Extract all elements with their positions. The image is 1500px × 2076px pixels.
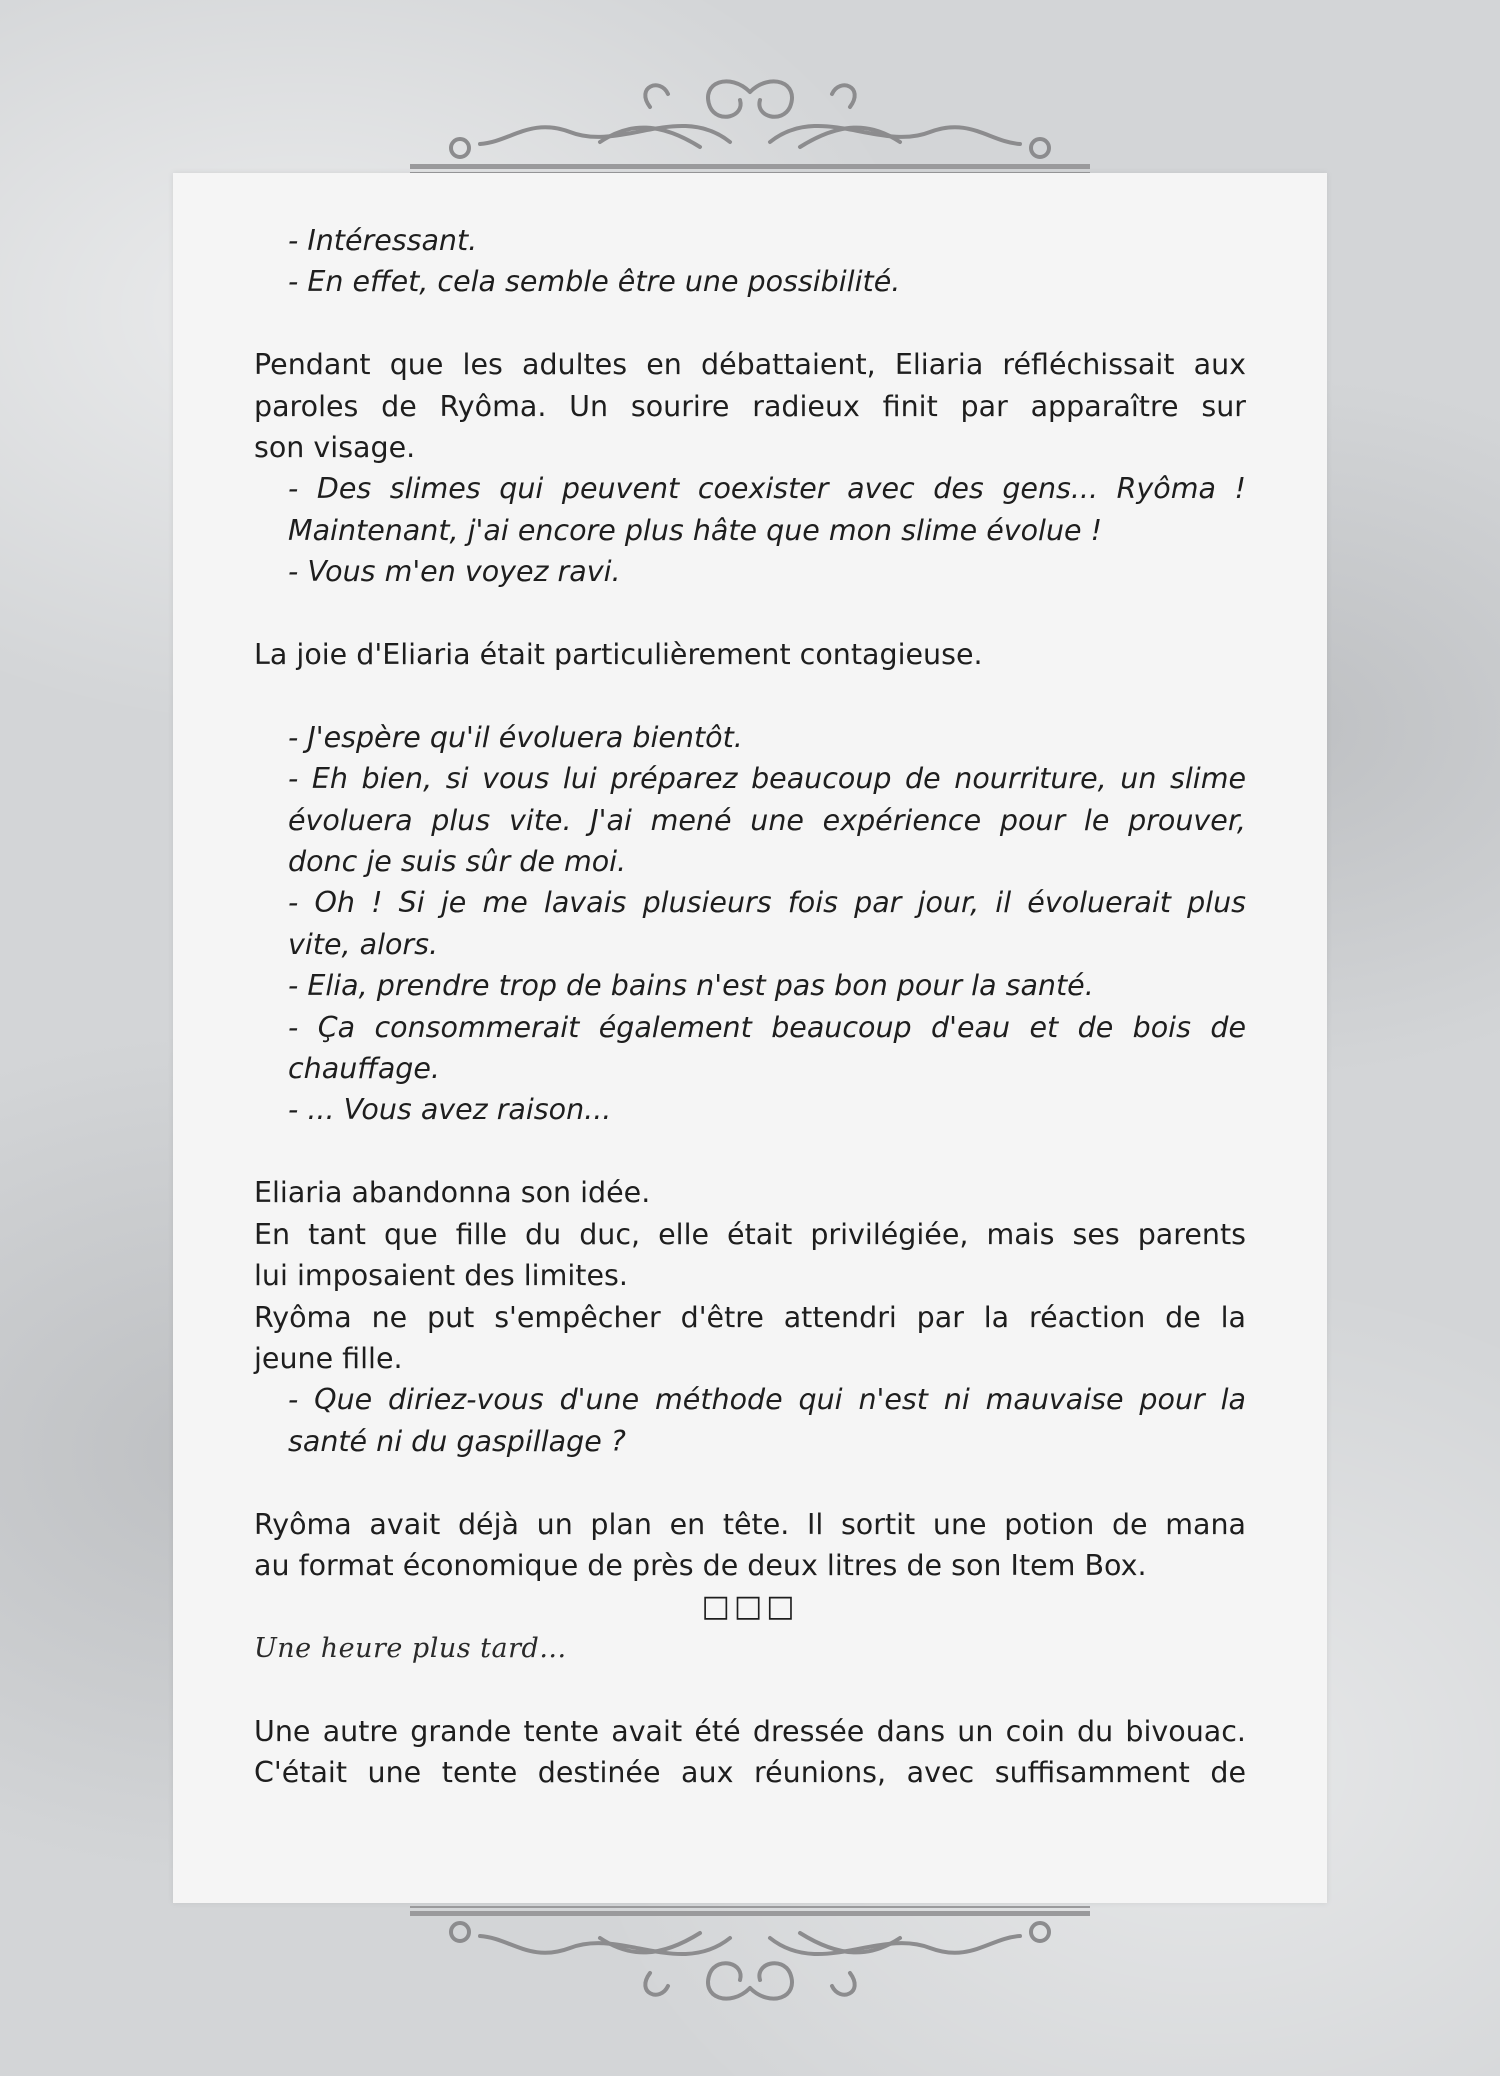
prose-line: paroles de Ryôma. Un sourire radieux finit par apparaître sur xyxy=(254,389,1246,423)
dialogue-line: vite, alors. xyxy=(288,927,439,961)
dialogue-line: - ... Vous avez raison... xyxy=(288,1093,612,1127)
dialogue-line: - Oh ! Si je me lavais plusieurs fois par jour, il évoluerait plus xyxy=(288,886,1246,920)
blank-line xyxy=(254,1462,1246,1503)
prose-line: La joie d'Eliaria était particulièrement contagieuse. xyxy=(254,638,983,672)
blank-line xyxy=(254,1131,1246,1172)
bottom-ornament xyxy=(400,1898,1100,2018)
prose-line: Eliaria abandonna son idée. xyxy=(254,1176,651,1210)
dialogue-line: - J'espère qu'il évoluera bientôt. xyxy=(288,720,743,754)
top-ornament xyxy=(400,62,1100,182)
dialogue-line: - Ça consommerait également beaucoup d'eau et de bois de xyxy=(288,1010,1246,1044)
prose-line: C'était une tente destinée aux réunions, avec suffisamment de xyxy=(254,1755,1246,1789)
dialogue-line: Maintenant, j'ai encore plus hâte que mon slime évolue ! xyxy=(288,513,1103,547)
dialogue-line: chauffage. xyxy=(288,1052,440,1086)
prose-line: Ryôma avait déjà un plan en tête. Il sortit une potion de mana xyxy=(254,1507,1246,1541)
dialogue-line: - Que diriez-vous d'une méthode qui n'est ni mauvaise pour la xyxy=(288,1383,1246,1417)
prose-line: Une autre grande tente avait été dressée dans un coin du bivouac. xyxy=(254,1714,1246,1748)
blank-line xyxy=(254,1669,1246,1710)
dialogue-line: - Vous m'en voyez ravi. xyxy=(288,555,621,589)
prose-line: Pendant que les adultes en débattaient, Eliaria réfléchissait aux xyxy=(254,348,1246,382)
dialogue-line: - Eh bien, si vous lui préparez beaucoup de nourriture, un slime xyxy=(288,762,1246,796)
prose-line: Ryôma ne put s'empêcher d'être attendri par la réaction de la xyxy=(254,1300,1246,1334)
dialogue-line: - Des slimes qui peuvent coexister avec des gens... Ryôma ! xyxy=(288,472,1246,506)
blank-line xyxy=(254,303,1246,344)
scene-separator: □□□ xyxy=(701,1589,799,1625)
dialogue-line: évoluera plus vite. J'ai mené une expérience pour le prouver, xyxy=(288,803,1246,837)
blank-line xyxy=(254,675,1246,716)
blank-line xyxy=(254,593,1246,634)
prose-line: au format économique de près de deux litres de son Item Box. xyxy=(254,1548,1147,1582)
time-skip-note: Une heure plus tard... xyxy=(254,1632,567,1664)
prose-line: lui imposaient des limites. xyxy=(254,1259,628,1293)
body-text xyxy=(254,220,1246,1793)
dialogue-line: donc je suis sûr de moi. xyxy=(288,845,627,879)
dialogue-line: - Elia, prendre trop de bains n'est pas bon pour la santé. xyxy=(288,969,1094,1003)
dialogue-line: - Intéressant. xyxy=(288,224,478,257)
dialogue-line: - En effet, cela semble être une possibilité. xyxy=(288,265,901,299)
prose-line: En tant que fille du duc, elle était privilégiée, mais ses parents xyxy=(254,1217,1246,1251)
prose-line: jeune fille. xyxy=(254,1341,403,1375)
dialogue-line: santé ni du gaspillage ? xyxy=(288,1424,626,1458)
prose-line: son visage. xyxy=(254,431,416,465)
